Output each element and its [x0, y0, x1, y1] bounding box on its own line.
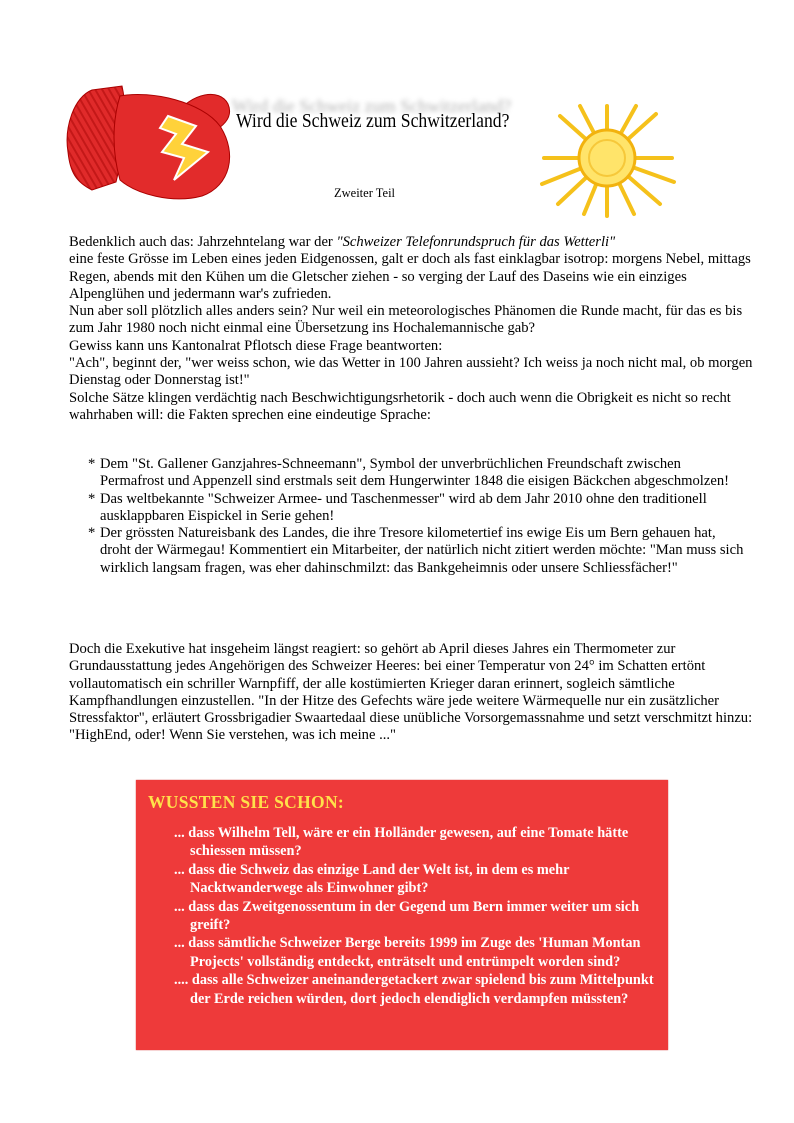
- list-item: * Das weltbekannte "Schweizer Armee- und Taschenmesser" wird ab dem Jahr 2010 ohne den traditionell ausklappbaren Eispickel in Serie gehen!: [88, 490, 707, 524]
- list-item: ... dass Wilhelm Tell, wäre er ein Holländer gewesen, auf eine Tomate hätte schiessen müssen?: [174, 825, 629, 860]
- facts-list: [88, 456, 748, 577]
- list-item: * Der grössten Natureisbank des Landes, die ihre Tresore kilometertief ins ewige Eis um Bern gehauen hat, droht der Wärmegau! Kommentiert ein Mitarbeiter, der natürlich nicht zitiert werden möchte: "Man muss sich wirklich langsam fragen, was eher dahinschmilzt: das Bankgeheimnis oder unsere Schliessfächer!": [88, 525, 744, 576]
- list-item: * Dem "St. Gallener Ganzjahres-Schneemann", Symbol der unverbrüchlichen Freundschaft zwischen Permafrost und Appenzell sind erstmals seit dem Hungerwinter 1848 die eisigen Bäckchen abgeschmolzen!: [88, 456, 729, 490]
- sun-illustration: [532, 100, 682, 220]
- intro-paragraph-5: Solche Sätze klingen verdächtig nach Beschwichtigungsrhetorik - doch auch wenn die Obrigkeit es nicht so recht wahrhaben will: die Fakten sprechen eine eindeutige Sprache:: [69, 389, 731, 423]
- mitten-illustration: [62, 82, 242, 202]
- page-subtitle: Zweiter Teil: [334, 186, 396, 200]
- list-item: ... dass das Zweitgenossentum in der Gegend um Bern immer weiter um sich greift?: [174, 898, 640, 934]
- intro-paragraph-4: "Ach", beginnt der, "wer weiss schon, wie das Wetter in 100 Jahren aussieht? Ich weiss ja noch nicht mal, ob morgen Dienstag oder Donnerstag ist!": [69, 355, 753, 389]
- title-shadow: Wird die Schweiz zum Schwitzerland?: [232, 96, 512, 116]
- box-heading: WUSSTEN SIE SCHON:: [148, 792, 345, 812]
- intro-paragraph-1: Bedenklich auch das: Jahrzehntelang war der "Schweizer Telefonrundspruch für das Wetterli" eine feste Grösse im Leben eines jeden Eidgenossen, galt er doch als fast einklagbar isotrop: morgens Nebel, mittags Regen, abends mit den Kühen um die Gletscher ziehen - so verging der Lauf des Daseins wie ein einziges Alpenglühen und jedermann war's zufrieden.: [69, 234, 751, 302]
- closing-paragraph: Doch die Exekutive hat insgeheim längst reagiert: so gehört ab April dieses Jahres ein Thermometer zur Grundausstattung jedes Angehörigen des Schweizer Heeres: bei einer Temperatur von 24° im Schatten ertönt vollautomatisch ein schriller Warnpfiff, der alle kostümierten Krieger daran erinnert, sogleich sämtliche Kampfhandlungen einzustellen. "In der Hitze des Gefechts wäre jede weitere Wärmequelle nur ein zusätzlicher Stressfaktor", erläutert Grossbrigadier Swaartedaal diese unübliche Vorsorgemassnahme und setzt verschmitzt hinzu: "HighEnd, oder! Wenn Sie verstehen, was ich meine ...": [69, 641, 753, 744]
- intro-paragraph-2: Nun aber soll plötzlich alles anders sein? Nur weil ein meteorologisches Phänomen die Runde macht, für das es bis zum Jahr 1980 noch nicht einmal eine Übersetzung ins Hochalemannische gab?: [69, 303, 743, 337]
- intro-text: [69, 234, 759, 424]
- list-item: ... dass sämtliche Schweizer Berge bereits 1999 im Zuge des 'Human Montan Projects' vollständig entdeckt, enträtselt und entrümpelt worden sind?: [174, 935, 641, 970]
- box-list: [174, 824, 654, 1008]
- intro-paragraph-3: Gewiss kann uns Kantonalrat Pflotsch diese Frage beantworten:: [69, 337, 443, 354]
- list-item: ... dass die Schweiz das einzige Land der Welt ist, in dem es mehr Nacktwanderwege als Einwohner gibt?: [174, 861, 570, 897]
- list-item: .... dass alle Schweizer aneinandergetackert zwar spielend bis zum Mittelpunkt der Erde reichen würden, dort jedoch elendiglich verdampfen müssten?: [174, 972, 654, 1007]
- did-you-know-box: [136, 780, 668, 1050]
- telefonrundspruch-quote: "Schweizer Telefonrundspruch für das Wetterli": [336, 234, 616, 250]
- page-title: Wird die Schweiz zum Schwitzerland?: [236, 110, 510, 132]
